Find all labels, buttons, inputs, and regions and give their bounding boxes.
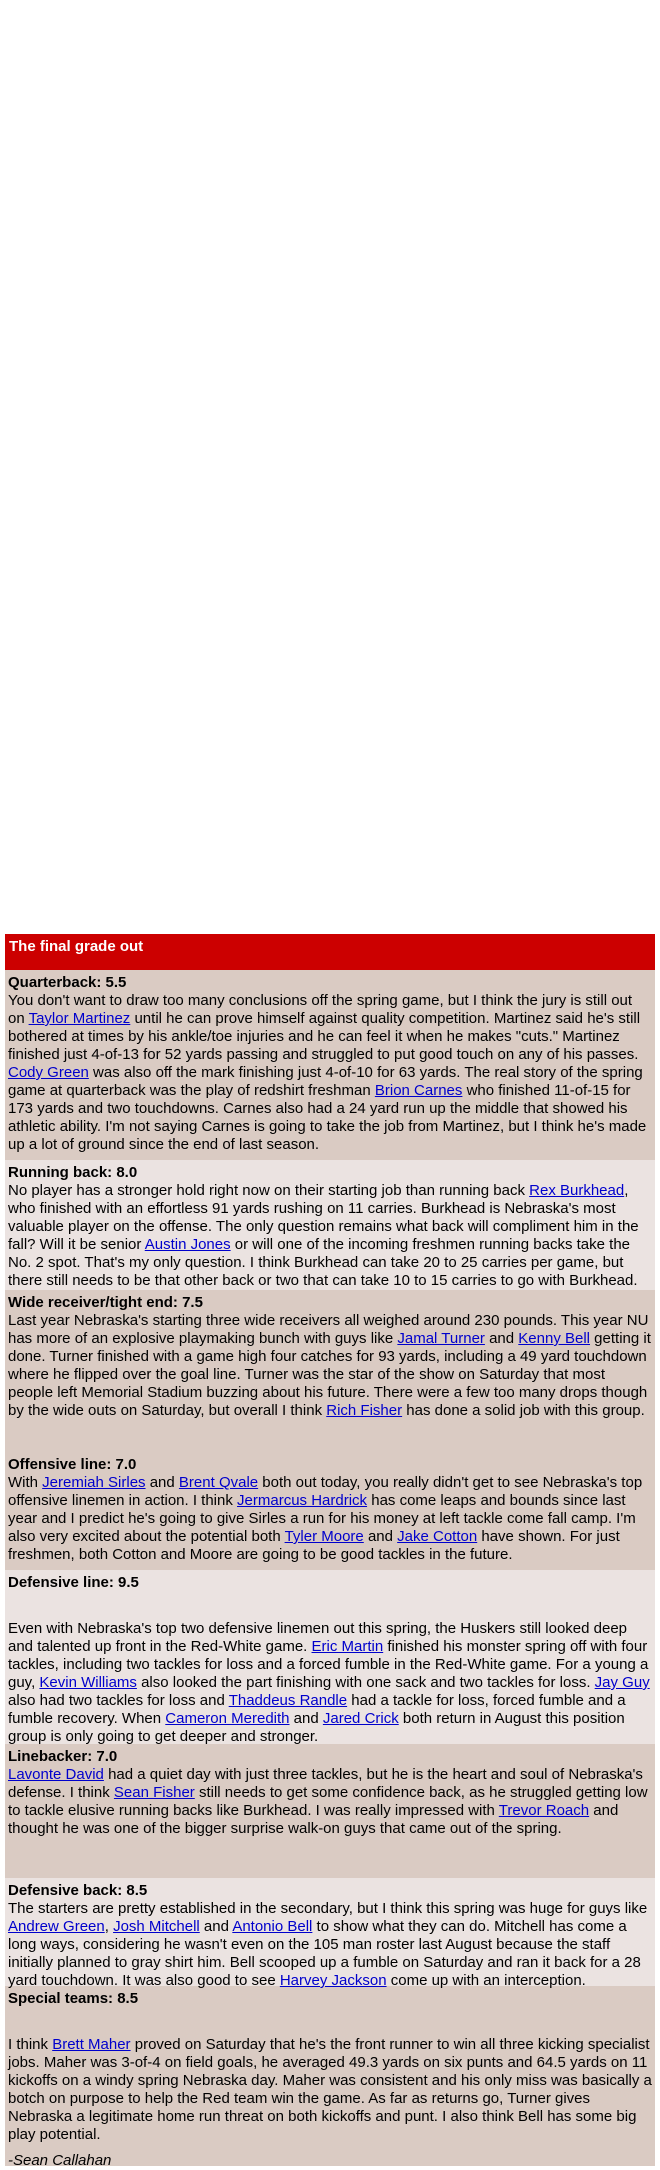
player-link[interactable]: Rex Burkhead	[529, 1182, 625, 1199]
paragraph-text: come up with an interception.	[386, 1972, 586, 1989]
paragraph-text: and	[145, 1474, 179, 1491]
grade-body	[8, 2036, 652, 2144]
paragraph-text: With	[8, 1474, 43, 1491]
grade-defensive-back	[5, 1878, 655, 1989]
player-link[interactable]: Sean Fisher	[113, 1784, 195, 1801]
grade-body	[8, 1620, 652, 1746]
paragraph-text: and thought he was one of the bigger surprise walk-on guys that came out of the spring.	[8, 1802, 619, 1837]
paragraph-text: both return in August this position group is only going to get deeper and stronger.	[8, 1710, 625, 1745]
grade-body	[8, 1474, 652, 1564]
grade-body	[8, 1312, 652, 1420]
paragraph-text: has come leaps and bounds since last year and I predict he's going to give Sirles a run for his money at left tackle come fall camp. I'm also very excited about the potential both	[8, 1492, 636, 1545]
grade-defensive-line	[5, 1570, 655, 1744]
paragraph-text: , who finished with an effortless 91 yards rushing on 11 carries. Burkhead is Nebraska's most valuable player on the offense. The only question remains what back will compliment him in the fall? Will it be senior	[8, 1182, 639, 1253]
paragraph-text: both out today, you really didn't get to see Nebraska's top offensive linemen in action. I think	[8, 1474, 643, 1509]
player-link[interactable]: Eric Martin	[311, 1638, 384, 1655]
grade-title: Quarterback: 5.5	[8, 974, 127, 991]
player-link[interactable]: Austin Jones	[144, 1236, 231, 1253]
grade-title: Wide receiver/tight end: 7.5	[8, 1294, 203, 1311]
grade-title: Defensive back: 8.5	[8, 1882, 148, 1899]
player-link[interactable]: Lavonte David	[8, 1766, 104, 1783]
paragraph-text: and	[289, 1710, 323, 1727]
paragraph-text: ,	[104, 1918, 114, 1935]
header-title: The final grade out	[9, 938, 144, 955]
grade-body	[8, 1900, 652, 1990]
player-link[interactable]: Brett Maher	[52, 2036, 131, 2053]
player-link[interactable]: Brion Carnes	[374, 1082, 463, 1099]
player-link[interactable]: Andrew Green	[8, 1918, 105, 1935]
paragraph-text: was also off the mark finishing just 4-of-10 for 63 yards. The real story of the spring game at quarterback was the play of redshirt freshman	[8, 1064, 643, 1099]
grade-title: Offensive line: 7.0	[8, 1456, 137, 1473]
player-link[interactable]: Trevor Roach	[498, 1802, 590, 1819]
paragraph-text: finished his monster spring off with four tackles, including two tackles for loss and a forced fumble in the Red-White game. For a young a guy,	[8, 1638, 649, 1691]
paragraph-text: still needs to get some confidence back, as he struggled getting low to tackle elusive running backs like Burkhead. I was really impressed with	[8, 1784, 648, 1819]
article-grades	[5, 934, 655, 2169]
paragraph-text: You don't want to draw too many conclusions off the spring game, but I think the jury is still out on	[8, 992, 633, 1027]
player-link[interactable]: Jared Crick	[322, 1710, 399, 1727]
grade-title: Defensive line: 9.5	[8, 1574, 139, 1591]
grade-linebacker	[5, 1744, 655, 1878]
paragraph-text: Even with Nebraska's top two defensive linemen out this spring, the Huskers still looked deep and talented up front in the Red-White game.	[8, 1620, 628, 1655]
paragraph-text: and	[363, 1528, 398, 1545]
paragraph-text: No player has a stronger hold right now on their starting job than running back	[8, 1182, 530, 1199]
player-link[interactable]: Antonio Bell	[232, 1918, 313, 1935]
paragraph-text: to show what they can do. Mitchell has come a long ways, considering he wasn't even on the 105 man roster last August because the staff initially planned to gray shirt him. Bell scooped up a fumble on Saturday and ran it back for a 28 yard touchdown. It was also good to see	[8, 1918, 641, 1989]
grade-special-teams	[5, 1986, 655, 2169]
player-link[interactable]: Jay Guy	[594, 1674, 650, 1691]
player-link[interactable]: Cody Green	[8, 1064, 89, 1081]
player-link[interactable]: Kevin Williams	[39, 1674, 137, 1691]
paragraph-text: I think	[8, 2036, 53, 2053]
paragraph-text: had a tackle for loss, forced fumble and a fumble recovery. When	[8, 1692, 626, 1727]
grade-body	[8, 1182, 652, 1290]
grade-title: Linebacker: 7.0	[8, 1748, 118, 1765]
paragraph-text: had a quiet day with just three tackles, but he is the heart and soul of Nebraska's defense. I think	[8, 1766, 643, 1801]
player-link[interactable]: Jermarcus Hardrick	[237, 1492, 368, 1509]
grade-body	[8, 992, 652, 1154]
section-header	[5, 934, 655, 970]
player-link[interactable]: Tyler Moore	[284, 1528, 364, 1545]
paragraph-text: Last year Nebraska's starting three wide receivers all weighed around 230 pounds. This year NU has more of an explosive playmaking bunch with guys like	[8, 1312, 649, 1347]
paragraph-text: has done a solid job with this group.	[402, 1402, 645, 1419]
paragraph-text: also had two tackles for loss and	[8, 1692, 229, 1709]
paragraph-text: proved on Saturday that he's the front runner to win all three kicking specialist jobs. Maher was 3-of-4 on field goals, he averaged 49.3 yards on six punts and 64.5 yards on 11 kickoffs on a windy spring Nebraska day. Maher was consistent and his only miss was basically a botch on purpose to help the Red team win the game. As far as returns go, Turner gives Nebraska a legitimate home run threat on both kickoffs and punt. I also think Bell has some big play potential.	[8, 2036, 652, 2143]
paragraph-text: The starters are pretty established in the secondary, but I think this spring was huge for guys like	[8, 1900, 648, 1917]
grade-offensive-line	[5, 1452, 655, 1570]
player-link[interactable]: Jake Cotton	[397, 1528, 478, 1545]
player-link[interactable]: Rich Fisher	[326, 1402, 403, 1419]
player-link[interactable]: Thaddeus Randle	[228, 1692, 348, 1709]
grade-title: Special teams: 8.5	[8, 1990, 139, 2007]
grade-title: Running back: 8.0	[8, 1164, 138, 1181]
player-link[interactable]: Taylor Martinez	[28, 1010, 131, 1027]
player-link[interactable]: Cameron Meredith	[165, 1710, 290, 1727]
player-link[interactable]: Brent Qvale	[178, 1474, 259, 1491]
author-signature: -Sean Callahan	[8, 2152, 112, 2169]
grade-wide-receiver	[5, 1290, 655, 1452]
paragraph-text: until he can prove himself against quality competition. Martinez said he's still bothered at times by his ankle/toe injuries and he can feel it when he makes "cuts." Martinez finished just 4-of-13 for 52 yards passing and struggled to put good touch on any of his passes.	[8, 1010, 641, 1063]
paragraph-text: and	[199, 1918, 233, 1935]
player-link[interactable]: Harvey Jackson	[279, 1972, 387, 1989]
paragraph-text: and	[484, 1330, 519, 1347]
player-link[interactable]: Jamal Turner	[397, 1330, 485, 1347]
paragraph-text: getting it done. Turner finished with a game high four catches for 93 yards, including a 49 yard touchdown where he flipped over the goal line. Turner was the star of the show on Saturday that most people left Memorial Stadium buzzing about his future. There were a few too many drops though by the wide outs on Saturday, but overall I think	[8, 1330, 651, 1419]
paragraph-text: have shown. For just freshmen, both Cotton and Moore are going to be good tackles in the future.	[8, 1528, 620, 1563]
grade-body	[8, 1766, 652, 1838]
player-link[interactable]: Josh Mitchell	[113, 1918, 200, 1935]
paragraph-text: who finished 11-of-15 for 173 yards and two touchdowns. Carnes also had a 24 yard run up the middle that showed his athletic ability. I'm not saying Carnes is going to take the job from Martinez, but I think he's made up a lot of ground since the end of last season.	[8, 1082, 647, 1153]
grade-running-back	[5, 1160, 655, 1290]
grade-quarterback	[5, 970, 655, 1160]
player-link[interactable]: Kenny Bell	[518, 1330, 591, 1347]
player-link[interactable]: Jeremiah Sirles	[42, 1474, 146, 1491]
paragraph-text: or will one of the incoming freshmen running backs take the No. 2 spot. That's my only question. I think Burkhead can take 20 to 25 carries per game, but there still needs to be that other back or two that can take 10 to 15 carries to go with Burkhead.	[8, 1236, 638, 1289]
paragraph-text: also looked the part finishing with one sack and two tackles for loss.	[136, 1674, 595, 1691]
